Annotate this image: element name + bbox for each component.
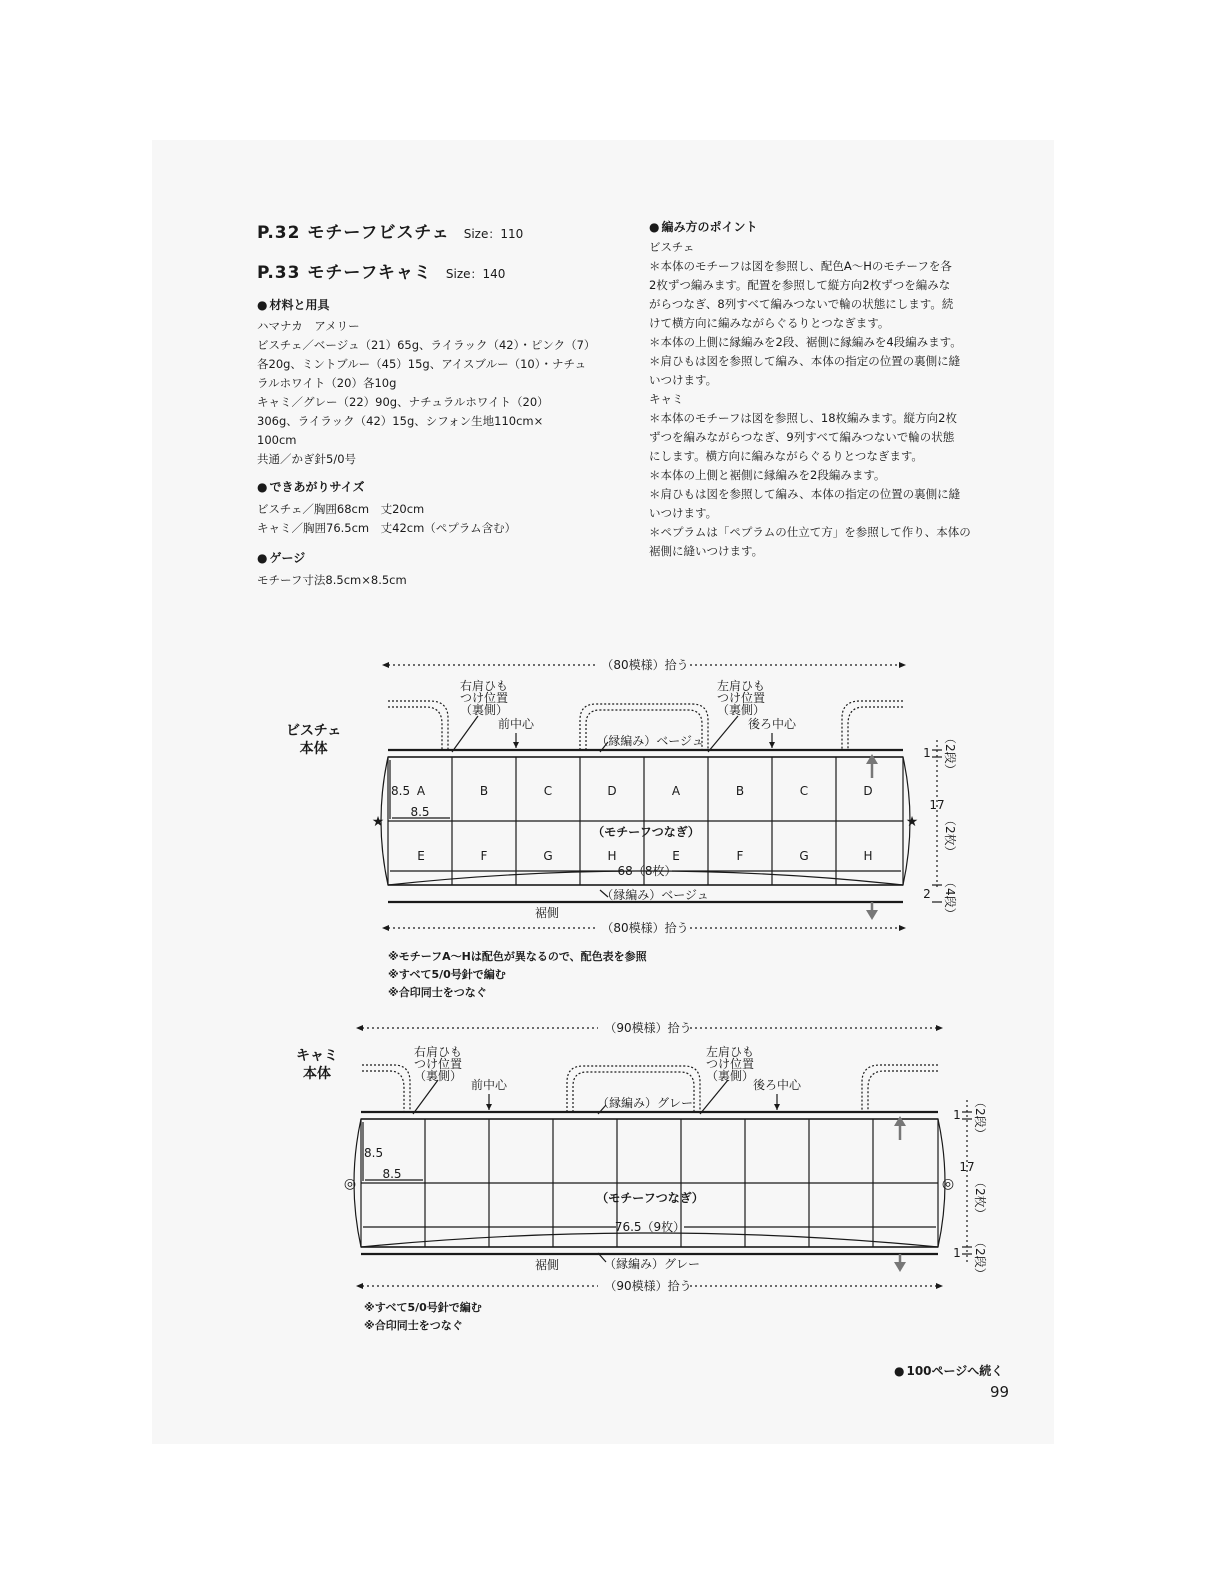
- cami-rows-top-unit: （2段）: [973, 1096, 987, 1140]
- bustier-rows-bottom: 2: [923, 887, 931, 901]
- cami-pickup-top: （90模様）拾う: [604, 1021, 692, 1035]
- motif-cell: C: [543, 784, 553, 798]
- cami-front-center: 前中心: [470, 1078, 508, 1092]
- bustier-body-label: ビスチェ 本体: [286, 723, 342, 757]
- bustier-edge-bottom: （縁編み）ベージュ: [601, 888, 709, 902]
- cami-join-mark-left: ◎: [343, 1176, 357, 1192]
- cami-notes: ※すべて5/0号針で編む ※合印同士をつなぐ: [364, 1301, 482, 1332]
- bustier-rows-top-unit: （2段）: [943, 732, 957, 776]
- motif-cell: G: [543, 849, 553, 863]
- motif-cell: B: [735, 784, 745, 798]
- motif-cell: H: [863, 849, 873, 863]
- bustier-pickup-top: （80模様）拾う: [601, 658, 689, 672]
- bustier-rows-bottom-unit: （4段）: [943, 876, 957, 920]
- motif-cell: E: [672, 849, 680, 863]
- cami-right-strap-1: 右肩ひも: [413, 1045, 463, 1059]
- bustier-cell-h: 8.5: [391, 784, 411, 798]
- bustier-pickup-bottom: （80模様）拾う: [601, 921, 689, 935]
- cami-edge-bottom: （縁編み）グレー: [603, 1257, 701, 1271]
- continue-note: ● 100ページへ続く: [894, 1362, 1003, 1379]
- bustier-cell-w: 8.5: [410, 805, 430, 819]
- bustier-notes: ※モチーフA～Hは配色が異なるので、配色表を参照 ※すべて5/0号針で編む ※合印同士をつなぐ: [388, 950, 647, 999]
- motif-cell: B: [479, 784, 489, 798]
- gauge-text: モチーフ寸法8.5cm×8.5cm: [257, 573, 407, 587]
- cami-right-strap-3: （裏側）: [413, 1069, 463, 1083]
- title-cami: P.33 モチーフキャミ Size：140: [257, 263, 506, 283]
- bustier-left-strap-3: （裏側）: [716, 703, 766, 717]
- bustier-join-mark-right: ★: [905, 814, 919, 830]
- cami-join-mark-right: ◎: [941, 1176, 955, 1192]
- motif-cell: A: [416, 784, 426, 798]
- motif-cell: H: [607, 849, 617, 863]
- cami-edge-top: （縁編み）グレー: [596, 1096, 694, 1110]
- motif-cell: D: [863, 784, 873, 798]
- finished-size-text: ビスチェ／胸囲68cm 丈20cm キャミ／胸囲76.5cm 丈42cm（ペプラム含む）: [257, 502, 517, 535]
- gauge-heading: ● ゲージ: [257, 549, 305, 566]
- title-bustier: P.32 モチーフビスチェ Size：110: [257, 223, 524, 243]
- finished-size-heading: ● できあがりサイズ: [257, 478, 365, 495]
- materials-heading: ● 材料と用具: [257, 296, 330, 313]
- cami-hem: 裾側: [534, 1258, 560, 1272]
- bustier-back-center: 後ろ中心: [747, 717, 797, 731]
- materials-text: ハマナカ アメリー ビスチェ／ベージュ（21）65g、ライラック（42）・ピンク（7） 各20g、ミントブルー（45）15g、アイスブルー（10）・ナチュ ラルホワイト（20）各10g キャミ／グレー（22）90g、ナチュラルホワイト（20） 306g、ライラック（42）15g、シフォン生地110cm× 100cm 共通／かぎ針5/0号: [257, 319, 596, 466]
- bustier-left-strap-1: 左肩ひも: [716, 679, 766, 693]
- bustier-front-center: 前中心: [497, 717, 535, 731]
- cami-left-strap-3: （裏側）: [705, 1069, 755, 1083]
- cami-rows-bottom: 1: [953, 1246, 961, 1260]
- cami-pickup-bottom: （90模様）拾う: [604, 1279, 692, 1293]
- cami-left-strap-2: つけ位置: [705, 1057, 755, 1071]
- cami-height-unit: （2枚）: [973, 1176, 987, 1220]
- cami-motif-join: （モチーフつなぎ）: [596, 1191, 704, 1205]
- cami-height: 17: [959, 1160, 975, 1174]
- cami-back-center: 後ろ中心: [752, 1078, 802, 1092]
- page-number: 99: [990, 1383, 1010, 1401]
- bustier-height-unit: （2枚）: [943, 814, 957, 858]
- points-text: ビスチェ ＊本体のモチーフは図を参照し、配色A～Hのモチーフを各 2枚ずつ編みます。配置を参照して縦方向2枚ずつを編みな がらつなぎ、8列すべて編みつないで輪の状態にします。続 けて横方向に編みながらぐるりとつなぎます。 ＊本体の上側に縁編みを2段、裾側に縁編みを4段編みます。 ＊肩ひもは図を参照して編み、本体の指定の位置の裏側に縫 いつけます。 キャミ ＊本体のモチーフは図を参照し、18枚編みます。縦方向2枚 ずつを編みながらつなぎ、9列すべて編みつないで輪の状態 にします。横方向に編みながらぐるりとつなぎます。 ＊本体の上側と裾側に縁編みを2段編みます。 ＊肩ひもは図を参照して編み、本体の指定の位置の裏側に縫 いつけます。 ＊ペプラムは「ペプラムの仕立て方」を参照して作り、本体の 裾側に縫いつけます。: [649, 240, 971, 558]
- motif-cell: G: [799, 849, 809, 863]
- cami-right-strap-2: つけ位置: [413, 1057, 463, 1071]
- motif-cell: E: [417, 849, 425, 863]
- cami-rows-top: 1: [953, 1108, 961, 1122]
- motif-cell: C: [799, 784, 809, 798]
- motif-cell: F: [736, 849, 744, 863]
- bustier-right-strap-1: 右肩ひも: [459, 679, 509, 693]
- points-heading: ● 編み方のポイント: [649, 218, 758, 235]
- bustier-left-strap-2: つけ位置: [716, 691, 766, 705]
- cami-width: 76.5（9枚）: [614, 1220, 686, 1234]
- bustier-join-mark-left: ★: [371, 814, 385, 830]
- bustier-right-strap-3: （裏側）: [459, 703, 509, 717]
- bustier-hem: 裾側: [534, 906, 560, 920]
- bustier-motif-join: （モチーフつなぎ）: [592, 825, 700, 839]
- cami-cell-w: 8.5: [382, 1167, 402, 1181]
- bustier-rows-top: 1: [923, 746, 931, 760]
- bustier-right-strap-2: つけ位置: [459, 691, 509, 705]
- cami-left-strap-1: 左肩ひも: [705, 1045, 755, 1059]
- motif-cell: A: [671, 784, 681, 798]
- motif-cell: F: [480, 849, 488, 863]
- cami-cell-h: 8.5: [364, 1146, 384, 1160]
- bustier-width: 68（8枚）: [617, 864, 677, 878]
- bustier-height: 17: [929, 798, 945, 812]
- cami-body-label: キャミ 本体: [296, 1048, 338, 1082]
- cami-rows-bottom-unit: （2段）: [973, 1236, 987, 1280]
- motif-cell: D: [607, 784, 617, 798]
- bustier-edge-top: （縁編み）ベージュ: [596, 734, 704, 748]
